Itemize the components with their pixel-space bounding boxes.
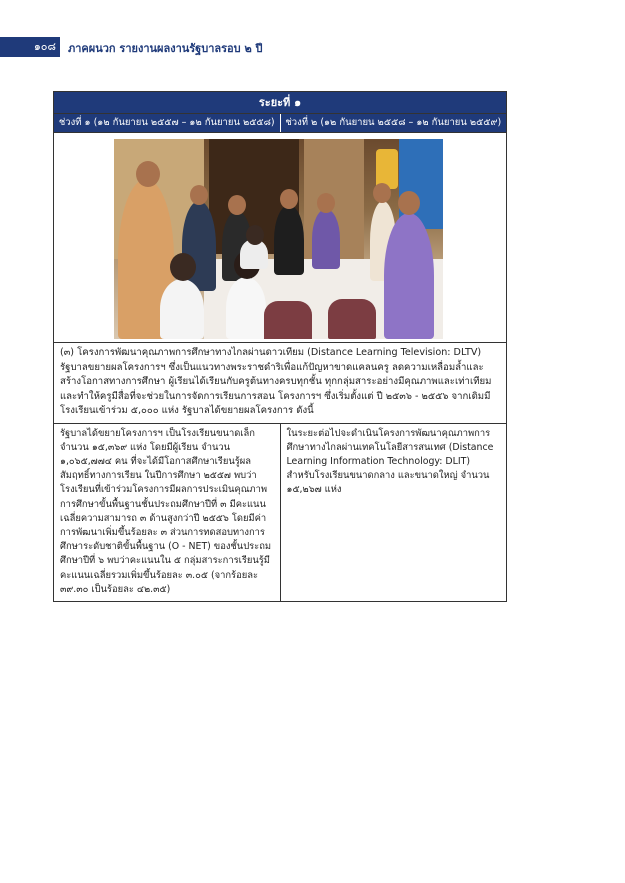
event-photo <box>114 139 443 339</box>
period-heading: ระยะที่ ๑ <box>54 92 506 114</box>
phase1-results <box>54 424 280 601</box>
page-header-title: ภาคผนวก รายงานผลงานรัฐบาลรอบ ๒ ปี <box>68 42 263 55</box>
page-number-badge <box>0 37 60 57</box>
phase2-heading: ช่วงที่ ๒ (๑๒ กันยายน ๒๕๕๘ – ๑๒ กันยายน ๒๕๕๙) <box>280 114 507 132</box>
project-description <box>54 343 506 424</box>
photo-cell <box>54 133 506 343</box>
phase2-results <box>280 424 507 601</box>
report-table <box>53 91 507 602</box>
description-text: (๓) โครงการพัฒนาคุณภาพการศึกษาทางไกลผ่านดาวเทียม (Distance Learning Television: DLTV) รัฐบาลขยายผลโครงการฯ ซึ่งเป็นแนวทางพระราชดำริเพื่อแก้ปัญหาขาดแคลนครู ลดความเหลื่อมล้ำและสร้างโอกาสทางการศึกษา ผู้เรียนได้เรียนกับครูต้นทางครบทุกชั้น ทุกกลุ่มสาระอย่างมีคุณภาพและเท่าเทียม และทำให้ครูมีสื่อที่จะช่วยในการจัดการเรียนการสอน โครงการฯ ซึ่งเริ่มตั้งแต่ ปี ๒๕๓๖ - ๒๕๕๖ จากเดิมมีโรงเรียนเข้าร่วม ๕,๐๐๐ แห่ง รัฐบาลได้ขยายผลโครงการ ดังนี้ <box>60 347 492 416</box>
results-row <box>54 424 506 601</box>
phase2-results-text: ในระยะต่อไปจะดำเนินโครงการพัฒนาคุณภาพการศึกษาทางไกลผ่านเทคโนโลยีสารสนเทศ (Distance Learning Information Technology: DLIT) สำหรับโรงเรียนขนาดกลาง และขนาดใหญ่ จำนวน ๑๕,๒๖๗ แห่ง <box>286 427 494 496</box>
phase1-heading: ช่วงที่ ๑ (๑๒ กันยายน ๒๕๕๗ – ๑๒ กันยายน ๒๕๕๘) <box>58 117 275 128</box>
phase1-results-text: รัฐบาลได้ขยายโครงการฯ เป็นโรงเรียนขนาดเล็ก จำนวน ๑๕,๓๖๙ แห่ง โดยมีผู้เรียน จำนวน ๑,๐๖๕,๗๗๔ คน ที่จะได้มีโอกาสศึกษาเรียนรู้ผลสัมฤทธิ์ทางการเรียน ในปีการศึกษา ๒๕๕๗ พบว่าโรงเรียนที่เข้าร่วมโครงการมีผลการประเมินคุณภาพการศึกษาขั้นพื้นฐานชั้นประถมศึกษาปีที่ ๓ มีคะแนนเฉลี่ยความสามารถ ๓ ด้านสูงกว่าปี ๒๕๕๖ โดยมีค่าการพัฒนาเพิ่มขึ้นร้อยละ ๓ ส่วนการทดสอบทางการศึกษาระดับชาติขั้นพื้นฐาน (O - NET) ของชั้นประถมศึกษาปีที่ ๖ พบว่าคะแนนใน ๕ กลุ่มสาระการเรียนรู้มีคะแนนเฉลี่ยรวมเพิ่มขึ้นร้อยละ ๓.๐๕ (จากร้อยละ ๓๙.๓๐ เป็นร้อยละ ๔๒.๓๕) <box>60 427 272 595</box>
phase-heading-row <box>54 114 506 133</box>
page-number: ๑๐๘ <box>33 40 56 53</box>
